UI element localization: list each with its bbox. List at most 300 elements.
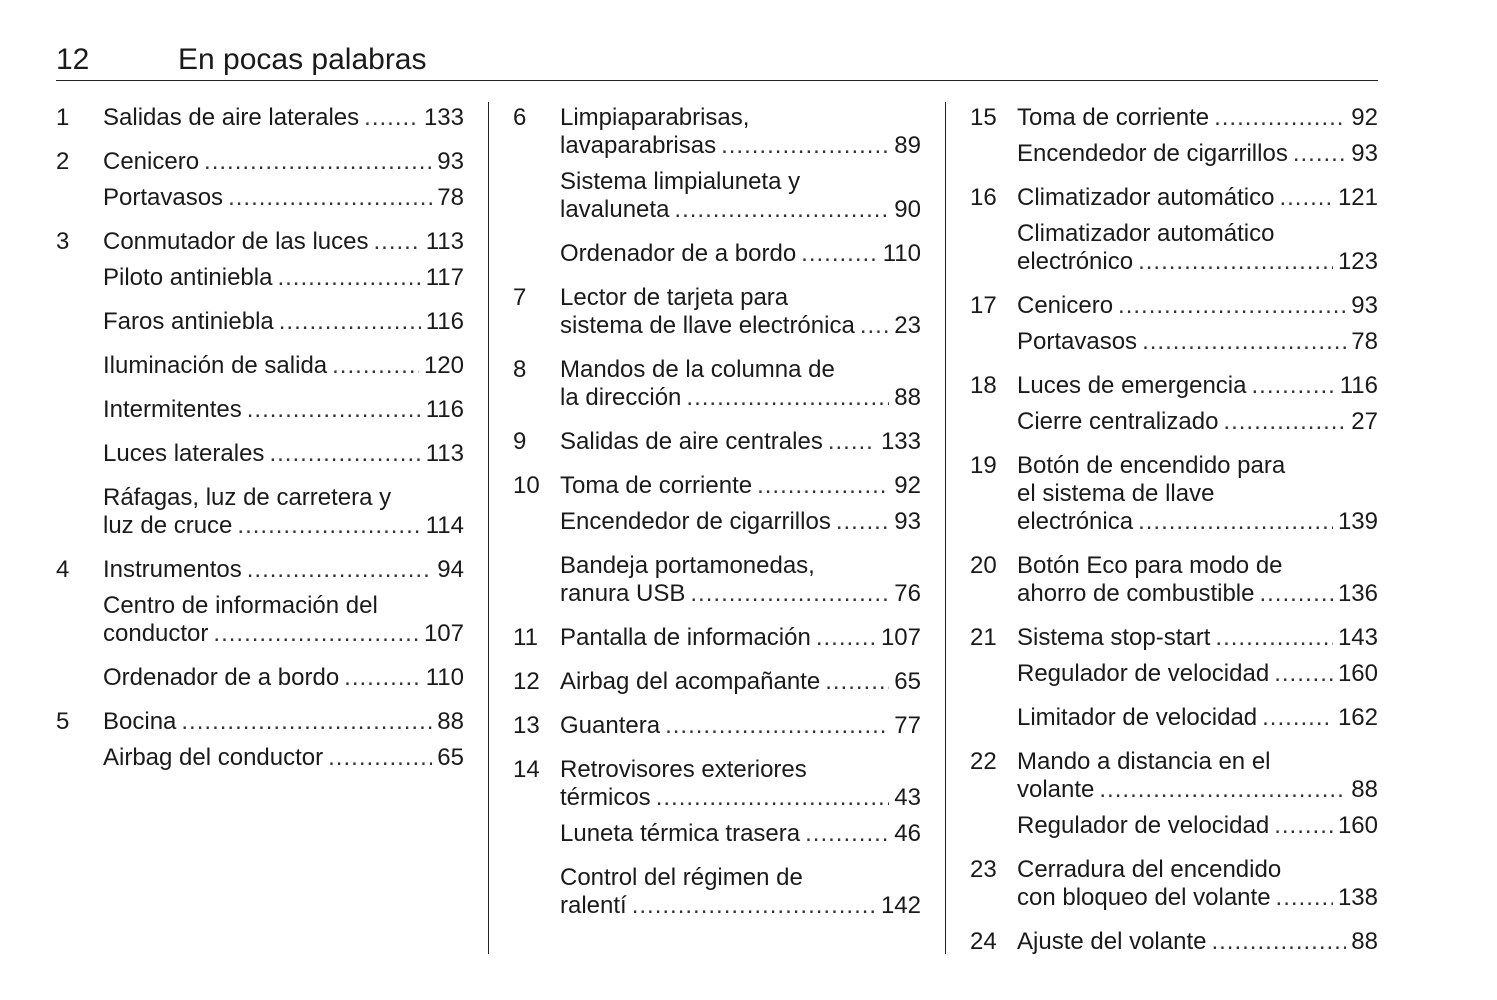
item-number: 8 — [513, 356, 527, 383]
entry-line — [103, 512, 464, 540]
index-group — [56, 708, 464, 772]
page-header — [56, 42, 1378, 81]
dot-leader — [1118, 292, 1346, 320]
page-reference: 88 — [437, 708, 464, 735]
entry-text: Centro de información del — [103, 592, 378, 619]
item-number: 13 — [513, 712, 540, 739]
page-reference: 27 — [1351, 408, 1378, 435]
item-number: 20 — [970, 552, 997, 579]
entry-text: Cerradura del encendido — [1017, 856, 1282, 883]
entry-line — [1017, 508, 1378, 536]
item-number: 3 — [56, 228, 70, 255]
entry-line — [560, 580, 921, 608]
item-number: 11 — [513, 624, 538, 651]
index-entry — [56, 228, 464, 256]
entry-text: Bandeja portamonedas, — [560, 552, 815, 579]
item-number: 22 — [970, 748, 997, 775]
entry-line — [103, 664, 464, 692]
index-group — [970, 552, 1378, 608]
entry-text: Portavasos — [1017, 328, 1138, 355]
dot-leader — [825, 668, 889, 696]
page-number: 12 — [56, 43, 90, 76]
index-entry — [970, 660, 1378, 688]
entry-line — [103, 184, 464, 212]
index-entry — [513, 864, 921, 920]
entry-text: térmicos — [560, 784, 651, 811]
dot-leader — [269, 440, 420, 468]
page-reference: 114 — [425, 512, 464, 539]
dot-leader — [364, 104, 419, 132]
index-group — [970, 372, 1378, 436]
index-entry — [56, 708, 464, 736]
item-number: 5 — [56, 708, 70, 735]
index-group — [56, 556, 464, 692]
index-group — [513, 104, 921, 268]
dot-leader — [801, 240, 878, 268]
item-number: 10 — [513, 472, 540, 499]
entry-text: Encendedor de cigarrillos — [1017, 140, 1288, 167]
index-entry — [513, 756, 921, 812]
entry-text: Portavasos — [103, 184, 224, 211]
entry-line — [103, 556, 464, 584]
entry-text: Lector de tarjeta para — [560, 284, 789, 311]
dot-leader — [674, 196, 889, 224]
item-number: 18 — [970, 372, 997, 399]
index-entry — [513, 712, 921, 740]
dot-leader — [279, 308, 421, 336]
page-reference: 93 — [1351, 140, 1378, 167]
entry-line — [560, 892, 921, 920]
entry-text: Cierre centralizado — [1017, 408, 1219, 435]
item-number: 17 — [970, 292, 997, 319]
entry-text: Sistema stop-start — [1017, 624, 1211, 651]
page-reference: 160 — [1337, 660, 1378, 687]
page-reference: 89 — [894, 132, 921, 159]
entry-text: Ordenador de a bordo — [103, 664, 340, 691]
dot-leader — [860, 312, 889, 340]
index-entry — [56, 352, 464, 380]
entry-text: Pantalla de información — [560, 624, 811, 651]
dot-leader — [1274, 812, 1333, 840]
entry-text: con bloqueo del volante — [1017, 884, 1271, 911]
dot-leader — [228, 184, 432, 212]
entry-line — [1017, 372, 1378, 400]
index-group — [970, 856, 1378, 912]
entry-text: Botón Eco para modo de — [1017, 552, 1283, 579]
dot-leader — [1099, 776, 1346, 804]
page-reference: 92 — [1351, 104, 1378, 131]
index-entry — [970, 220, 1378, 276]
dot-leader — [213, 620, 419, 648]
index-entry — [970, 856, 1378, 912]
index-entry — [513, 240, 921, 268]
page-reference: 77 — [894, 712, 921, 739]
entry-text: Conmutador de las luces — [103, 228, 369, 255]
entry-line — [1017, 580, 1378, 608]
dot-leader — [1276, 884, 1333, 912]
dot-leader — [1262, 704, 1333, 732]
entry-text: Ajuste del volante — [1017, 928, 1207, 955]
entry-text: Toma de corriente — [1017, 104, 1210, 131]
entry-text: Climatizador automático — [1017, 220, 1275, 247]
entry-line — [103, 708, 464, 736]
index-entry — [970, 372, 1378, 400]
index-entry — [513, 552, 921, 608]
page-reference: 107 — [880, 624, 921, 651]
entry-text: Climatizador automático — [1017, 184, 1275, 211]
index-group — [513, 472, 921, 608]
column-divider — [488, 102, 489, 954]
index-group — [970, 928, 1378, 956]
entry-line — [103, 264, 464, 292]
entry-text: ranura USB — [560, 580, 686, 607]
page-reference: 123 — [1337, 248, 1378, 275]
index-entry — [56, 396, 464, 424]
page-reference: 110 — [882, 240, 921, 267]
entry-line — [560, 668, 921, 696]
entry-text: ralentí — [560, 892, 627, 919]
index-entry — [970, 140, 1378, 168]
index-entry — [513, 428, 921, 456]
entry-text: Regulador de velocidad — [1017, 660, 1270, 687]
index-group — [513, 284, 921, 340]
index-entry — [56, 184, 464, 212]
entry-line — [560, 624, 921, 652]
item-number: 14 — [513, 756, 540, 783]
page-reference: 90 — [894, 196, 921, 223]
index-group — [513, 712, 921, 740]
page-reference: 93 — [437, 148, 464, 175]
index-entry — [56, 148, 464, 176]
entry-text: Luces laterales — [103, 440, 265, 467]
entry-text: la dirección — [560, 384, 682, 411]
entry-line — [1017, 776, 1378, 804]
entry-line — [1017, 660, 1378, 688]
index-entry — [970, 812, 1378, 840]
dot-leader — [656, 784, 890, 812]
index-group — [513, 624, 921, 652]
index-group — [513, 668, 921, 696]
index-group — [970, 104, 1378, 168]
dot-leader — [686, 384, 889, 412]
dot-leader — [1279, 184, 1333, 212]
dot-leader — [1138, 508, 1333, 536]
index-entry — [970, 292, 1378, 320]
entry-text: Faros antiniebla — [103, 308, 274, 335]
entry-line — [1017, 140, 1378, 168]
dot-leader — [328, 744, 432, 772]
entry-line — [103, 396, 464, 424]
index-group — [513, 756, 921, 920]
dot-leader — [247, 396, 421, 424]
entry-text: Piloto antiniebla — [103, 264, 273, 291]
page-reference: 88 — [1351, 776, 1378, 803]
entry-text: Luces de emergencia — [1017, 372, 1247, 399]
entry-text: Iluminación de salida — [103, 352, 328, 379]
entry-text: Control del régimen de — [560, 864, 803, 891]
item-number: 4 — [56, 556, 70, 583]
item-number: 12 — [513, 668, 540, 695]
index-entry — [56, 440, 464, 468]
index-group — [970, 292, 1378, 356]
entry-text: electrónico — [1017, 248, 1134, 275]
page-reference: 120 — [423, 352, 464, 379]
index-entry — [513, 284, 921, 340]
entry-line — [560, 784, 921, 812]
page-reference: 78 — [437, 184, 464, 211]
item-number: 7 — [513, 284, 527, 311]
entry-text: Toma de corriente — [560, 472, 753, 499]
entry-line — [560, 240, 921, 268]
index-group — [970, 624, 1378, 732]
page-reference: 133 — [423, 104, 464, 131]
page-reference: 121 — [1337, 184, 1378, 211]
dot-leader — [816, 624, 876, 652]
dot-leader — [1274, 660, 1333, 688]
index-entry — [513, 508, 921, 536]
index-entry — [513, 624, 921, 652]
entry-line — [1017, 328, 1378, 356]
dot-leader — [632, 892, 876, 920]
index-entry — [970, 452, 1378, 536]
page-reference: 116 — [425, 396, 464, 423]
entry-text: Mandos de la columna de — [560, 356, 835, 383]
entry-text: Ordenador de a bordo — [560, 240, 797, 267]
page-reference: 116 — [1339, 372, 1378, 399]
entry-text: Ráfagas, luz de carretera y — [103, 484, 392, 511]
page-reference: 94 — [437, 556, 464, 583]
page-reference: 65 — [437, 744, 464, 771]
item-number: 24 — [970, 928, 997, 955]
dot-leader — [1259, 580, 1332, 608]
page-reference: 133 — [880, 428, 921, 455]
entry-line — [1017, 184, 1378, 212]
entry-text: Mando a distancia en el — [1017, 748, 1271, 775]
dot-leader — [665, 712, 889, 740]
entry-line — [103, 104, 464, 132]
page-reference: 116 — [425, 308, 464, 335]
item-number: 19 — [970, 452, 997, 479]
index-entry — [56, 744, 464, 772]
index-entry — [56, 664, 464, 692]
entry-text: electrónica — [1017, 508, 1134, 535]
page-reference: 78 — [1351, 328, 1378, 355]
page-reference: 93 — [894, 508, 921, 535]
page-reference: 93 — [1351, 292, 1378, 319]
entry-text: Encendedor de cigarrillos — [560, 508, 831, 535]
index-entry — [56, 264, 464, 292]
entry-text: Salidas de aire laterales — [103, 104, 360, 131]
index-entry — [970, 928, 1378, 956]
entry-line — [103, 620, 464, 648]
index-entry — [56, 556, 464, 584]
dot-leader — [181, 708, 432, 736]
entry-text: Cenicero — [1017, 292, 1114, 319]
entry-text: Sistema limpialuneta y — [560, 168, 801, 195]
index-group — [513, 356, 921, 412]
dot-leader — [828, 428, 876, 456]
index-column-2 — [513, 104, 921, 936]
item-number: 2 — [56, 148, 70, 175]
entry-line — [1017, 624, 1378, 652]
page-reference: 162 — [1337, 704, 1378, 731]
index-entry — [513, 356, 921, 412]
page-reference: 46 — [894, 820, 921, 847]
page-reference: 23 — [894, 312, 921, 339]
dot-leader — [332, 352, 419, 380]
entry-line — [1017, 704, 1378, 732]
index-column-1 — [56, 104, 464, 788]
page-reference: 139 — [1337, 508, 1378, 535]
entry-text: lavaparabrisas — [560, 132, 717, 159]
dot-leader — [247, 556, 433, 584]
page-reference: 136 — [1337, 580, 1378, 607]
page-reference: 88 — [894, 384, 921, 411]
index-entry — [970, 104, 1378, 132]
dot-leader — [1142, 328, 1346, 356]
entry-line — [1017, 104, 1378, 132]
dot-leader — [1215, 624, 1333, 652]
index-entry — [970, 748, 1378, 804]
entry-line — [560, 132, 921, 160]
index-group — [56, 148, 464, 212]
dot-leader — [1214, 104, 1346, 132]
index-group — [513, 428, 921, 456]
entry-text: ahorro de combustible — [1017, 580, 1255, 607]
entry-text: luz de cruce — [103, 512, 233, 539]
page-reference: 113 — [425, 440, 464, 467]
index-group — [56, 228, 464, 540]
entry-line — [1017, 408, 1378, 436]
item-number: 21 — [970, 624, 997, 651]
dot-leader — [1223, 408, 1346, 436]
entry-line — [560, 196, 921, 224]
section-title: En pocas palabras — [178, 43, 427, 76]
index-entry — [970, 552, 1378, 608]
item-number: 9 — [513, 428, 527, 455]
index-entry — [970, 704, 1378, 732]
entry-text: sistema de llave electrónica — [560, 312, 855, 339]
entry-text: Luneta térmica trasera — [560, 820, 801, 847]
entry-line — [1017, 812, 1378, 840]
page-reference: 143 — [1337, 624, 1378, 651]
entry-line — [103, 440, 464, 468]
entry-line — [103, 148, 464, 176]
dot-leader — [1211, 928, 1346, 956]
entry-text: Instrumentos — [103, 556, 242, 583]
dot-leader — [836, 508, 889, 536]
index-entry — [970, 184, 1378, 212]
entry-line — [560, 472, 921, 500]
entry-text: Limpiaparabrisas, — [560, 104, 750, 131]
index-entry — [513, 168, 921, 224]
entry-text: Airbag del conductor — [103, 744, 324, 771]
page-reference: 107 — [423, 620, 464, 647]
index-column-3 — [970, 104, 1378, 972]
index-entry — [56, 308, 464, 336]
item-number: 23 — [970, 856, 997, 883]
page-reference: 43 — [894, 784, 921, 811]
index-group — [970, 184, 1378, 276]
index-entry — [970, 328, 1378, 356]
index-entry — [513, 668, 921, 696]
entry-line — [560, 820, 921, 848]
entry-line — [103, 308, 464, 336]
entry-text: volante — [1017, 776, 1095, 803]
dot-leader — [1293, 140, 1346, 168]
entry-text: Botón de encendido para — [1017, 452, 1286, 479]
dot-leader — [237, 512, 420, 540]
dot-leader — [277, 264, 420, 292]
entry-line — [103, 228, 464, 256]
entry-text: conductor — [103, 620, 209, 647]
dot-leader — [690, 580, 889, 608]
index-entry — [970, 408, 1378, 436]
item-number: 6 — [513, 104, 527, 131]
page-reference: 160 — [1337, 812, 1378, 839]
entry-line — [103, 352, 464, 380]
index-entry — [513, 820, 921, 848]
entry-line — [1017, 928, 1378, 956]
page-reference: 117 — [425, 264, 464, 291]
index-group — [970, 452, 1378, 536]
dot-leader — [805, 820, 889, 848]
page-reference: 110 — [425, 664, 464, 691]
page-reference: 92 — [894, 472, 921, 499]
entry-line — [560, 428, 921, 456]
entry-text: el sistema de llave — [1017, 480, 1215, 507]
entry-line — [560, 712, 921, 740]
index-entry — [56, 484, 464, 540]
entry-text: Intermitentes — [103, 396, 242, 423]
entry-line — [560, 508, 921, 536]
entry-text: Guantera — [560, 712, 661, 739]
index-entry — [513, 104, 921, 160]
entry-line — [1017, 884, 1378, 912]
index-entry — [970, 624, 1378, 652]
entry-line — [1017, 248, 1378, 276]
entry-text: Retrovisores exteriores — [560, 756, 807, 783]
item-number: 15 — [970, 104, 997, 131]
index-entry — [513, 472, 921, 500]
dot-leader — [757, 472, 889, 500]
entry-line — [103, 744, 464, 772]
page-reference: 142 — [880, 892, 921, 919]
index-group — [56, 104, 464, 132]
entry-text: Limitador de velocidad — [1017, 704, 1258, 731]
entry-line — [1017, 292, 1378, 320]
entry-text: Regulador de velocidad — [1017, 812, 1270, 839]
index-group — [970, 748, 1378, 840]
entry-text: Cenicero — [103, 148, 200, 175]
entry-line — [560, 312, 921, 340]
item-number: 1 — [56, 104, 70, 131]
column-divider — [945, 102, 946, 954]
dot-leader — [1251, 372, 1334, 400]
dot-leader — [344, 664, 421, 692]
page-reference: 113 — [425, 228, 464, 255]
page-reference: 76 — [894, 580, 921, 607]
index-entry — [56, 104, 464, 132]
dot-leader — [721, 132, 889, 160]
page-reference: 88 — [1351, 928, 1378, 955]
entry-text: Bocina — [103, 708, 177, 735]
dot-leader — [373, 228, 420, 256]
dot-leader — [204, 148, 432, 176]
entry-line — [560, 384, 921, 412]
item-number: 16 — [970, 184, 997, 211]
index-entry — [56, 592, 464, 648]
